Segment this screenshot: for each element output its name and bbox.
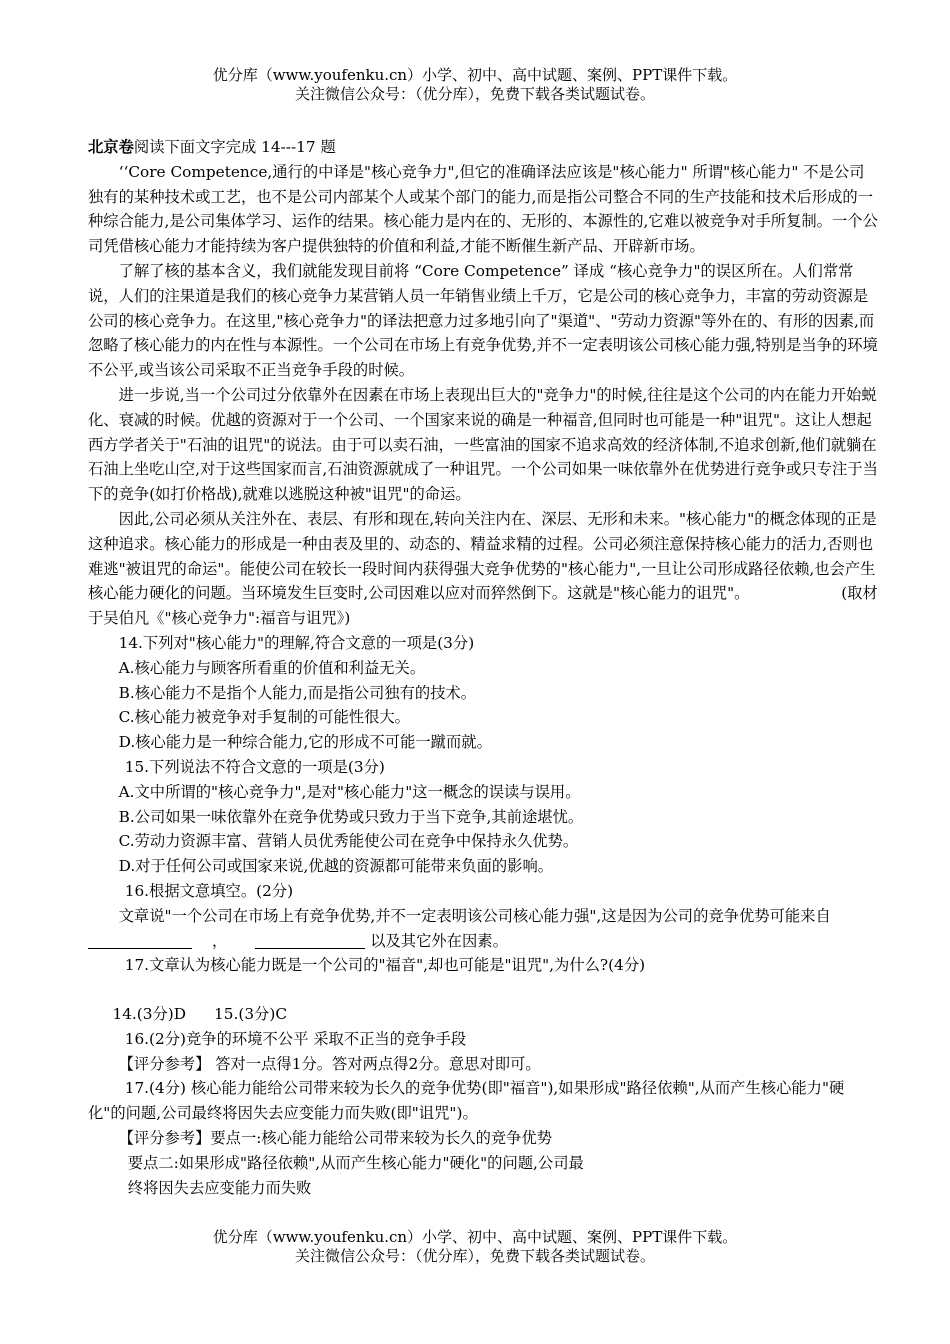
question-16-text-before: 文章说"一个公司在市场上有竞争优势,并不一定表明该公司核心能力强",这是因为公司的竞争优势可能来自 [118, 906, 831, 925]
question-15-option-b: B.公司如果一味依靠外在竞争优势或只致力于当下竞争,其前途堪忧。 [118, 807, 584, 826]
heading-text: 阅读下面文字完成 14---17 题 [133, 138, 336, 156]
footer-line-1: 优分库（www.youfenku.cn）小学、初中、高中试题、案例、PPT课件下载。 [212, 1228, 738, 1246]
passage-paragraph-4 [88, 507, 878, 631]
passage-paragraph-2: 了解了核的基本含义，我们就能发现目前将 “Core Competence” 译成 “核心竞争力"的误区所在。人们常常说，人们的注果道是我们的核心竞争力某营销人员一年销售业绩上千万，它是公司的核心竞争力，丰富的劳动资源是公司的核心竞争力。在这里,"核心竞争力"的译法把意力过多地引向了"渠道"、"劳动力资源"等外在的、有形的因素,而忽略了核心能力的内在性与本源性。一个公司在市场上有竞争优势,并不一定表明该公司核心能力强,特别是当争的环境不公平,或当该公司采取不正当竞争手段的时候。 [88, 261, 878, 380]
question-17-stem: 17.文章认为核心能力既是一个公司的"福音",却也可能是"诅咒",为什么?(4分) [124, 956, 646, 975]
question-14-option-b: B.核心能力不是指个人能力,而是指公司独有的技术。 [118, 683, 477, 702]
answer-14: 14.(3分)D [112, 1005, 187, 1024]
header-line-1: 优分库（www.youfenku.cn）小学、初中、高中试题、案例、PPT课件下载。 [212, 66, 738, 84]
question-14-option-c: C.核心能力被竞争对手复制的可能性很大。 [118, 708, 410, 727]
passage-paragraph-3: 进一步说,当一个公司过分依靠外在因素在市场上表现出巨大的"竞争力"的时候,往往是这个公司的内在能力开始蜕化、衰减的时候。优越的资源对于一个公司、一个国家来说的确是一种福音,但同时也可能是一种"诅咒"。这让人想起西方学者关于"石油的诅咒"的说法。由于可以卖石油，一些富油的国家不追求高效的经济体制,不追求创新,他们就躺在石油上坐吃山空,对于这些国家而言,石油资源就成了一种诅咒。一个公司如果一味依靠外在优势进行竞争或只专注于当下的竞争(如打价格战),就难以逃脱这种被"诅咒"的命运。 [88, 385, 878, 504]
question-15-option-d: D.对于任何公司或国家来说,优越的资源都可能带来负面的影响。 [118, 857, 554, 876]
question-14-option-d: D.核心能力是一种综合能力,它的形成不可能一蹴而就。 [118, 733, 492, 752]
answer-16-scoring: 【评分参考】 答对一点得1分。答对两点得2分。意思对即可。 [118, 1054, 541, 1073]
answer-17: 17.(4分) 核心能力能给公司带来较为长久的竞争优势(即"福音"),如果形成"路径依赖",从而产生核心能力"硬化"的问题,公司最终将因失去应变能力而失败(即"诅咒")。 [88, 1079, 845, 1123]
blank-separator: ， [212, 931, 228, 950]
source-citation: (取材于吴伯凡《"核心竞争力":福音与诅咒》) [88, 584, 878, 628]
header-line-2: 关注微信公众号：（优分库），免费下载各类试题试卷。 [294, 85, 655, 103]
question-16-body [88, 904, 878, 954]
question-15-option-c: C.劳动力资源丰富、营销人员优秀能使公司在竞争中保持永久优势。 [118, 832, 579, 851]
question-14-option-a: A.核心能力与顾客所看重的价值和利益无关。 [118, 658, 426, 677]
question-16-stem: 16.根据文意填空。(2分) [124, 881, 294, 900]
question-16-text-after: 以及其它外在因素。 [370, 931, 508, 950]
page-footer-banner [0, 1228, 950, 1266]
passage-paragraph-4-text: 因此,公司必须从关注外在、表层、有形和现在,转向关注内在、深层、无形和未来。"核心能力"的概念体现的正是这种追求。核心能力的形成是一种由表及里的、动态的、精益求精的过程。公司必须注意保持核心能力的活力,否则也难逃"被诅咒的命运"。能使公司在较长一段时间内获得强大竞争优势的"核心能力",一旦让公司形成路径依赖,也会产生核心能力硬化的问题。当环境发生巨变时,公司因难以应对而猝然倒下。这就是"核心能力的诅咒"。 [88, 509, 877, 603]
footer-line-2: 关注微信公众号：（优分库），免费下载各类试题试卷。 [294, 1247, 655, 1265]
page-header-banner [0, 66, 950, 104]
question-14-stem: 14.下列对"核心能力"的理解,符合文意的一项是(3分) [118, 633, 475, 652]
answers-14-15 [88, 1002, 878, 1027]
document-body [88, 135, 878, 1200]
passage-paragraph-1: ‘‘Core Competence,通行的中译是"核心竞争力",但它的准确译法应该是"核心能力" 所谓"核心能力" 不是公司独有的某种技术或工艺，也不是公司内部某个人或某个部门的能力,而是指公司整合不同的生产技能和技术后形成的一种综合能力,是公司集体学习、运作的结果。核心能力是内在的、无形的、本源性的,它难以被竞争对手所复制。一个公司凭借核心能力才能持续为客户提供独特的价值和利益,才能不断催生新产品、开辟新市场。 [88, 162, 878, 256]
answer-blank-1[interactable] [88, 931, 192, 949]
question-15-option-a: A.文中所谓的"核心竞争力",是对"核心能力"这一概念的误读与误用。 [118, 782, 581, 801]
answer-16: 16.(2分)竞争的环境不公平 采取不正当的竞争手段 [124, 1029, 467, 1048]
answer-15: 15.(3分)C [214, 1005, 288, 1024]
answer-17-point-2-cont: 终将因失去应变能力而失败 [127, 1178, 312, 1197]
question-15-stem: 15.下列说法不符合文意的一项是(3分) [124, 757, 385, 776]
section-heading [88, 135, 878, 160]
region-label: 北京卷 [88, 138, 134, 156]
answer-blank-2[interactable] [255, 931, 365, 949]
answer-17-scoring: 【评分参考】要点一:核心能力能给公司带来较为长久的竞争优势 [118, 1129, 553, 1148]
answer-17-point-2: 要点二:如果形成"路径依赖",从而产生核心能力"硬化"的问题,公司最 [127, 1153, 584, 1172]
